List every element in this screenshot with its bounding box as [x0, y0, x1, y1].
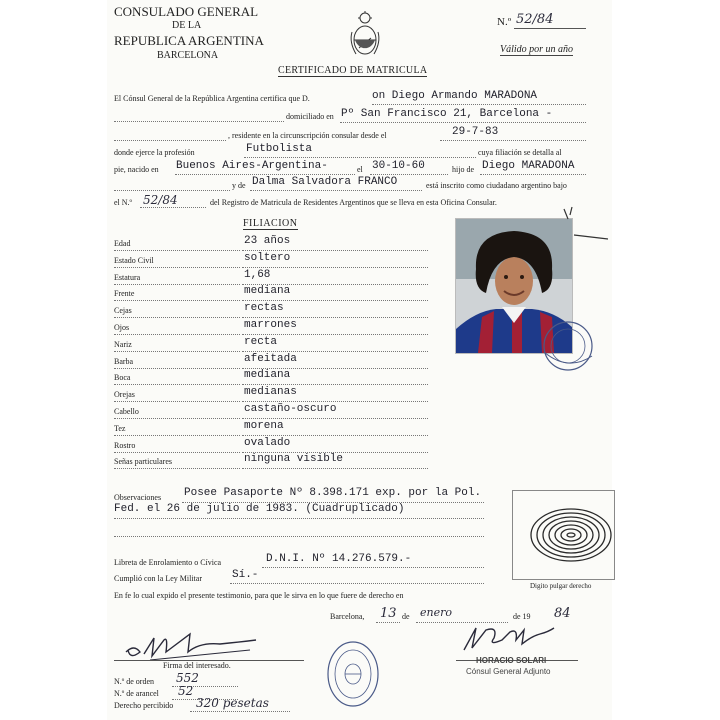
consul-signature: [458, 622, 558, 658]
consul-name: HORACIO SOLARI: [476, 656, 547, 665]
filiacion-heading: FILIACION: [243, 218, 298, 229]
consular-seal-icon: [538, 310, 598, 380]
profession-label: donde ejerce la profesión: [114, 148, 195, 157]
filiacion-label: Edad: [114, 239, 131, 248]
filiacion-value: medianas: [244, 386, 297, 398]
filiacion-label: Boca: [114, 373, 131, 382]
son-of-label: hijo de: [452, 165, 474, 174]
thumbprint-icon: [513, 491, 614, 579]
derecho-label: Derecho percibido: [114, 701, 174, 710]
filiacion-value: soltero: [244, 252, 291, 264]
filiacion-value: castaño-oscuro: [244, 403, 337, 415]
filiacion-label: Ojos: [114, 323, 130, 332]
filiacion-value: rectas: [244, 302, 284, 314]
filiacion-label: Frente: [114, 289, 135, 298]
filiacion-value: ovalado: [244, 437, 291, 449]
observaciones-line-2: Fed. el 26 de julio de 1983. (Cuadruplicado): [114, 503, 405, 515]
date-year: 84: [554, 606, 571, 621]
derecho-value: 320 pesetas: [196, 696, 269, 710]
mother-name: Dalma Salvadora FRANCO: [252, 176, 398, 188]
filiacion-value: 1,68: [244, 269, 271, 281]
filiation-label: cuya filiación se detalla al: [478, 148, 562, 157]
domiciled-label: domiciliado en: [286, 112, 334, 121]
date-month: enero: [420, 606, 452, 619]
filiacion-value: mediana: [244, 285, 291, 297]
document-title: CERTIFICADO DE MATRICULA: [278, 65, 428, 76]
libreta-value: D.N.I. Nº 14.276.579.-: [266, 553, 412, 565]
filiacion-label: Rostro: [114, 441, 136, 450]
profession: Futbolista: [246, 143, 313, 155]
and-of-label: y de: [232, 181, 246, 190]
birth-date-label: el: [357, 165, 363, 174]
arancel-value: 52: [178, 684, 194, 698]
filiacion-value: recta: [244, 336, 278, 348]
filiacion-label: Orejas: [114, 390, 135, 399]
certificate-number-label: N.º: [497, 16, 512, 28]
interested-signature: [120, 622, 260, 664]
filiacion-label: Nariz: [114, 340, 132, 349]
fingerprint-caption: Digito pulgar derecho: [530, 582, 592, 590]
father-name: Diego MARADONA: [482, 160, 575, 172]
filiacion-label: Barba: [114, 357, 134, 366]
filiacion-value: marrones: [244, 319, 297, 331]
observaciones-line-1: Posee Pasaporte Nº 8.398.171 exp. por la Pol.: [184, 487, 482, 499]
interested-signature-label: Firma del interesado.: [163, 661, 231, 670]
address: Pº San Francisco 21, Barcelona -: [341, 108, 553, 120]
filiacion-label: Señas particulares: [114, 457, 172, 466]
argentine-coat-of-arms-icon: [348, 10, 382, 60]
intro-text: El Cónsul General de la República Argentina certifica que D.: [114, 94, 310, 103]
filiacion-label: Estatura: [114, 273, 141, 282]
signature-stroke-icon: [560, 205, 610, 245]
date-de-1: de: [402, 612, 410, 621]
birthplace: Buenos Aires-Argentina-: [176, 160, 328, 172]
orden-label: N.º de orden: [114, 677, 155, 686]
filiacion-value: ninguna visible: [244, 453, 344, 465]
filiacion-label: Estado Civil: [114, 256, 154, 265]
observaciones-label: Observaciones: [114, 493, 162, 502]
closing-text: En fe lo cual expido el presente testimonio, para que le sirva en lo que fuere de derecho en: [114, 591, 404, 600]
consulate-line-2: DE LA: [172, 20, 202, 31]
consulate-line-3: REPUBLICA ARGENTINA: [114, 33, 264, 48]
libreta-label: Libreta de Enrolamiento o Cívica: [114, 558, 222, 567]
registry-number: 52/84: [143, 193, 178, 207]
filiacion-label: Cejas: [114, 306, 132, 315]
person-name: on Diego Armando MARADONA: [372, 90, 538, 102]
date-de-2: de 19: [513, 612, 531, 621]
arancel-label: N.º de arancel: [114, 689, 159, 698]
date-city: Barcelona,: [330, 612, 365, 621]
certificate-number-value: 52/84: [516, 12, 554, 27]
birth-date: 30-10-60: [372, 160, 425, 172]
validity-note: Válido por un año: [500, 44, 574, 55]
resident-label: , residente en la circunscripción consular desde el: [228, 131, 387, 140]
filiacion-value: 23 años: [244, 235, 291, 247]
ley-militar-value: Sí.-: [232, 569, 259, 581]
consulate-line-4: BARCELONA: [157, 50, 219, 61]
filiacion-label: Tez: [114, 424, 126, 433]
consulate-stamp-icon: [326, 640, 380, 708]
born-label: pie, nacido en: [114, 165, 159, 174]
ley-militar-label: Cumplió con la Ley Militar: [114, 574, 202, 583]
resident-since: 29-7-83: [452, 126, 499, 138]
fingerprint-box: [512, 490, 615, 580]
registered-label: está inscrito como ciudadano argentino bajo: [426, 181, 567, 190]
filiacion-value: mediana: [244, 369, 291, 381]
registry-number-label: el N.º: [114, 198, 133, 207]
consulate-line-1: CONSULADO GENERAL: [114, 4, 259, 19]
date-day: 13: [380, 606, 397, 621]
orden-value: 552: [176, 671, 199, 685]
filiacion-value: morena: [244, 420, 284, 432]
registry-text: del Registro de Matricula de Residentes Argentinos que se lleva en esta Oficina Consular.: [210, 198, 497, 207]
filiacion-label: Cabello: [114, 407, 139, 416]
filiacion-value: afeitada: [244, 353, 297, 365]
consul-title: Cónsul General Adjunto: [466, 667, 551, 676]
